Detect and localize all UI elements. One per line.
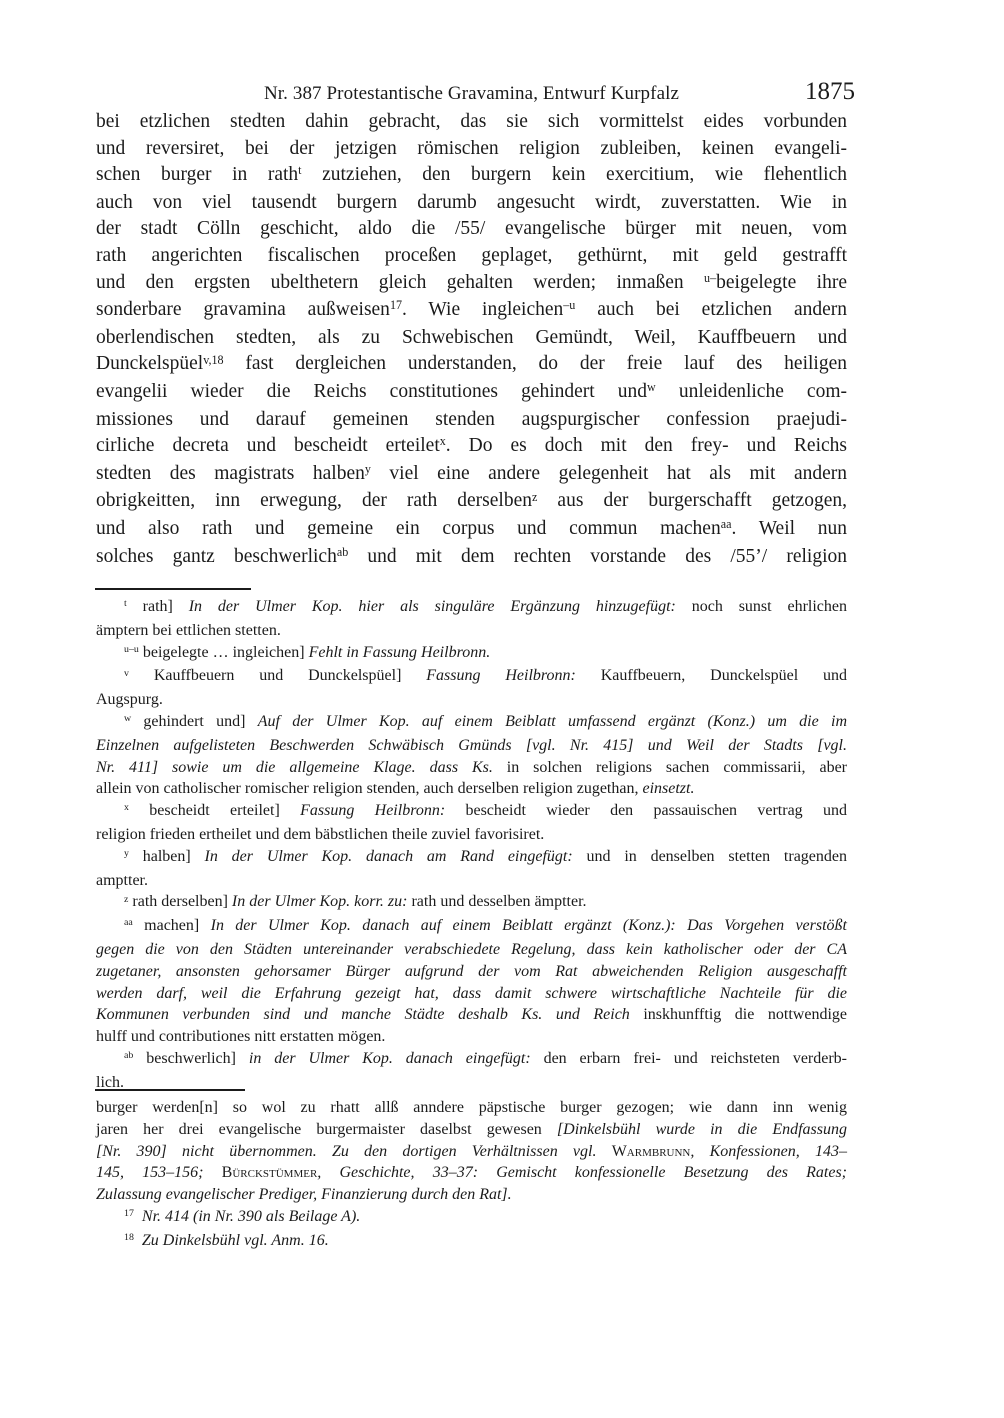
- text-line: amptter.: [96, 871, 148, 889]
- text-line: $^t$ rath] In der Ulmer Kop. hier als singuläre Ergänzung hinzugefügt: noch sunst ehrlichen: [124, 598, 847, 615]
- text-line: $^{ab}$ beschwerlich] in der Ulmer Kop. danach eingefügt: den erbarn frei- und reichsteten verderb-: [124, 1049, 848, 1067]
- text-line: $^{17}$ Nr. 414 (in Nr. 390 als Beilage A).: [124, 1207, 361, 1225]
- footnote-separator-rule: [95, 1089, 245, 1091]
- text-line: missiones und darauf gemeinen stenden augspurgischer confession praejudi-: [96, 408, 847, 430]
- text-line: und den ergsten ubelthetern gleich gehalten werden; inmaßen $^{u-}$beigelegte ihre: [96, 270, 847, 293]
- text-line: 145, 153–156; Bürckstümmer, Geschichte, 33–37: Gemischt konfessionelle Besetzung des Rates;: [96, 1164, 847, 1182]
- text-line: $^w$ gehindert und] Auf der Ulmer Kop. auf einem Beiblatt umfassend ergänzt (Konz.) um die im: [124, 712, 847, 730]
- text-line: $^{18}$ Zu Dinkelsbühl vgl. Anm. 16.: [124, 1231, 329, 1249]
- text-line: oberlendischen stedten, als zu Schwebischen Gemündt, Weil, Kauffbeuern und: [96, 326, 847, 348]
- text-line: Dunckelspüel$^{v,18}$ fast dergleichen understanden, do der freie lauf des heiligen: [96, 352, 847, 375]
- text-line: religion frieden ertheilet und dem bäbstlichen theile zuviel favorisiret.: [96, 825, 545, 843]
- text-line: stedten des magistrats halben$^y$ viel eine andere gelegenheit hat als mit andern: [96, 461, 847, 484]
- text-line: Nr. 411] sowie um die allgemeine Klage. dass Ks. in solchen religions sachen commissarii, aber: [96, 758, 847, 776]
- text-line: evangelii wieder die Reichs constitutiones gehindert und$^w$ unleidenliche com-: [96, 380, 848, 402]
- text-line: obrigkeitten, inn erwegung, der rath derselben$^z$ aus der burgerschafft getzogen,: [96, 489, 847, 512]
- text-line: $^{u-u}$ beigelegte … ingleichen] Fehlt in Fassung Heilbronn.: [124, 643, 491, 661]
- text-line: Augspurg.: [96, 691, 163, 709]
- text-line: jaren her drei evangelische burgermaister daselbst gewesen [Dinkelsbühl wurde in die Endfassung: [96, 1120, 847, 1138]
- text-line: $^y$ halben] In der Ulmer Kop. danach am Rand eingefügt: und in denselben stetten tragenden: [124, 847, 847, 865]
- text-line: rath angerichten fiscalischen proceßen geplaget, gethürnt, mit geld gestrafft: [96, 244, 847, 266]
- text-line: der stadt Cölln geschicht, aldo die /55/ evangelische bürger mit neuen, vom: [96, 218, 847, 240]
- text-line: $^{aa}$ machen] In der Ulmer Kop. danach auf einem Beiblatt ergänzt (Konz.): Das Vorgehen verstößt: [124, 917, 848, 935]
- page-header: [96, 78, 855, 110]
- text-line: auch von viel tausendt burgern darumb angesucht wirdt, zuverstatten. Wie in: [96, 191, 847, 213]
- text-line: schen burger in rath$^t$ zutziehen, den burgern kein exercitium, wie flehentlich: [96, 163, 847, 186]
- text-line: Kommunen verbunden sind und manche Städte deshalb Ks. und Reich inskhunfftig die nottwendige: [96, 1006, 847, 1024]
- text-line: $^x$ bescheidt erteilet] Fassung Heilbronn: bescheidt wieder den passauischen vertrag und: [124, 802, 847, 820]
- text-line: gegen die von den Städten untereinander verabschiedete Regelung, dass kein katholischer oder der CA: [96, 940, 847, 958]
- text-line: Zulassung evangelischer Prediger, Finanzierung durch den Rat].: [96, 1186, 512, 1204]
- text-line: werden darf, weil die Erfahrung gezeigt hat, dass damit schwere wirtschaftliche Nachteile für die: [96, 984, 847, 1002]
- page-number: 1875: [805, 78, 855, 105]
- text-line: bei etzlichen stedten dahin gebracht, das sie sich vormittelst eides vorbunden: [96, 111, 847, 132]
- text-line: zugetaner, ansonsten gehorsamer Bürger aufgrund der vom Rat abweichenden Religion ausgeschafft: [96, 962, 847, 980]
- critical-apparatus: [96, 596, 847, 1094]
- text-line: allein von catholischer romischer religion stenden, auch derselben religion zugethan, einsetzt.: [96, 780, 695, 798]
- text-line: lich.: [96, 1073, 124, 1091]
- text-line: burger werden[n] so wol zu rhatt allß anndere päpstische burger gezogen; wie dann inn wenig: [96, 1099, 847, 1116]
- text-line: $^z$ rath derselben] In der Ulmer Kop. korr. zu: rath und desselben ämptter.: [124, 893, 587, 911]
- text-line: [Nr. 390] nicht übernommen. Zu den dortigen Verhältnissen vgl. Warmbrunn, Konfessionen, 143–: [96, 1142, 847, 1160]
- apparatus-separator-rule: [95, 588, 251, 590]
- text-line: und also rath und gemeine ein corpus und commun machen$^{aa}$. Weil nun: [96, 517, 848, 539]
- text-line: hulff und contributiones nitt erstatten mögen.: [96, 1028, 386, 1046]
- text-line: ämptern bei ettlichen stetten.: [96, 621, 281, 639]
- footnotes: [96, 1097, 847, 1254]
- text-line: $^v$ Kauffbeuern und Dunckelspüel] Fassung Heilbronn: Kauffbeuern, Dunckelspüel und: [124, 667, 848, 685]
- text-line: solches gantz beschwerlich$^{ab}$ und mit dem rechten vorstande des /55’/ religion: [96, 544, 847, 567]
- running-title: Nr. 387 Protestantische Gravamina, Entwurf Kurpfalz: [263, 83, 680, 104]
- text-line: und reversiret, bei der jetzigen römischen religion zubleiben, keinen evangeli-: [96, 137, 847, 159]
- text-line: cirliche decreta und bescheidt erteilet$^x$. Do es doch mit den frey- und Reichs: [96, 434, 847, 457]
- main-text: [96, 109, 847, 571]
- text-line: Einzelnen aufgelisteten Beschwerden Schwäbisch Gmünds [vgl. Nr. 415] und Weil der Stadts [vgl.: [96, 736, 847, 754]
- text-line: sonderbare gravamina außweisen$^{17}$. Wie ingleichen$^{-u}$ auch bei etzlichen andern: [96, 298, 847, 321]
